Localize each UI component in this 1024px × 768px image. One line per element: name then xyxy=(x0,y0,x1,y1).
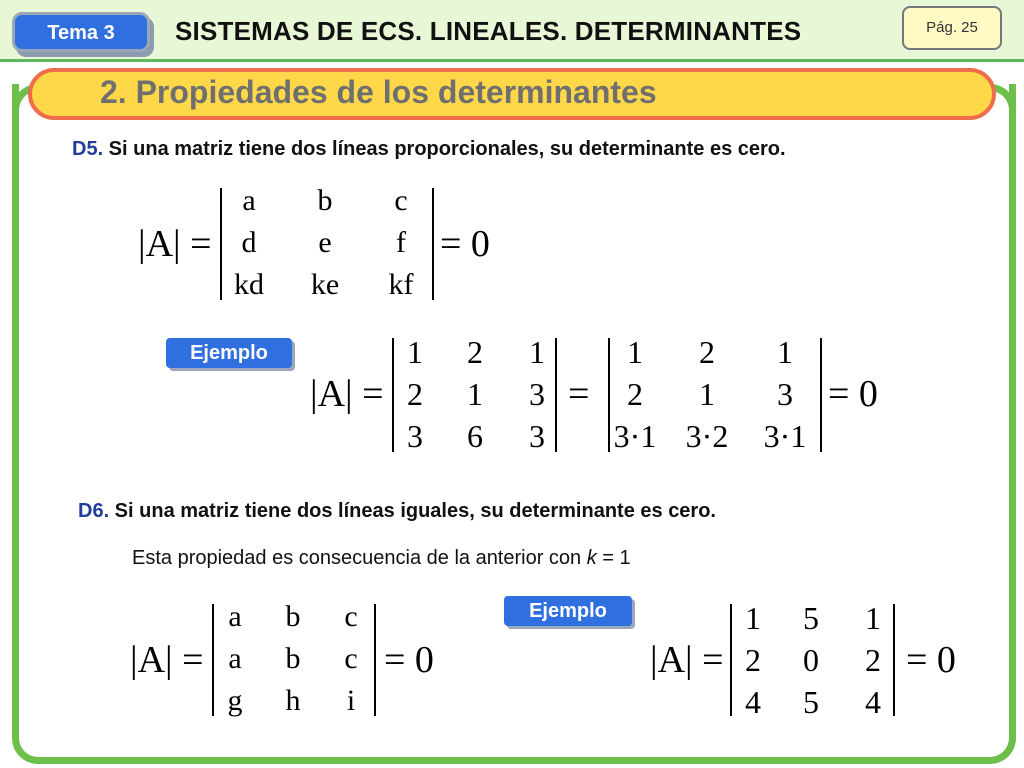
property-note xyxy=(132,547,631,570)
det-rhs: = 0 xyxy=(828,373,878,415)
matrix-cell: f xyxy=(396,226,406,259)
matrix-cell: 2 xyxy=(865,642,881,678)
matrix-cell: a xyxy=(242,184,256,217)
matrix-cell: a xyxy=(228,600,242,633)
matrix-cell: 1 xyxy=(529,334,545,370)
det-rhs: = 0 xyxy=(906,639,956,681)
matrix-cell: g xyxy=(227,684,243,717)
matrix-cell: 2 xyxy=(699,334,715,370)
ejemplo-button[interactable]: Ejemplo xyxy=(166,338,292,368)
property-code: D6. xyxy=(78,500,110,522)
matrix-cell: ke xyxy=(310,268,340,301)
matrix-cell: b xyxy=(285,642,301,675)
note-text: Esta propiedad es consecuencia de la anterior con xyxy=(132,547,587,569)
matrix-cell: 1 xyxy=(777,334,793,370)
matrix-cell: 2 xyxy=(745,642,761,678)
matrix-cell: 3·1 xyxy=(763,418,807,454)
matrix-cell: kf xyxy=(388,268,414,301)
section-title: 2. Propiedades de los determinantes xyxy=(100,74,657,110)
equals-sign: = xyxy=(568,373,590,415)
det-rhs: = 0 xyxy=(440,223,490,265)
matrix-cell: c xyxy=(344,600,358,633)
matrix-cell: 1 xyxy=(745,600,761,636)
property-d5 xyxy=(72,138,786,161)
matrix-cell: c xyxy=(344,642,358,675)
det-lhs: |A| = xyxy=(310,373,384,415)
matrix-cell: e xyxy=(318,226,332,259)
matrix-cell: b xyxy=(285,600,301,633)
matrix-cell: 2 xyxy=(467,334,483,370)
matrix-cell: 1 xyxy=(627,334,643,370)
matrix-cell: i xyxy=(346,684,356,717)
det-lhs: |A| = xyxy=(130,639,204,681)
matrix-cell: 3·1 xyxy=(613,418,657,454)
matrix-cell: 3·2 xyxy=(685,418,729,454)
matrix-cell: 3 xyxy=(529,376,545,412)
det-lhs: |A| = xyxy=(138,223,212,265)
matrix-cell: 0 xyxy=(803,642,819,678)
matrix-cell: 3 xyxy=(777,376,793,412)
matrix-cell: 4 xyxy=(745,684,761,720)
property-text: Si una matriz tiene dos líneas iguales, su determinante es cero. xyxy=(109,500,716,522)
matrix-cell: 5 xyxy=(803,600,819,636)
matrix-cell: 3 xyxy=(407,418,423,454)
note-variable: k xyxy=(586,547,597,569)
matrix-cell: a xyxy=(228,642,242,675)
note-text: = 1 xyxy=(596,547,631,569)
matrix-cell: 1 xyxy=(407,334,423,370)
matrix-cell: kd xyxy=(234,268,264,301)
tema-badge[interactable]: Tema 3 xyxy=(12,12,150,52)
property-d6 xyxy=(78,500,716,523)
matrix-cell: 2 xyxy=(407,376,423,412)
matrix-cell: 4 xyxy=(865,684,881,720)
header-title: SISTEMAS DE ECS. LINEALES. DETERMINANTES xyxy=(175,16,802,46)
det-bar-right xyxy=(820,338,822,452)
matrix-cell: d xyxy=(241,226,257,259)
matrix-cell: c xyxy=(394,184,408,217)
property-text: Si una matriz tiene dos líneas proporcionales, su determinante es cero. xyxy=(103,138,786,160)
page-number: Pág. 25 xyxy=(902,6,1002,50)
det-lhs: |A| = xyxy=(650,639,724,681)
matrix-cell: 6 xyxy=(467,418,483,454)
matrix-cell: 3 xyxy=(529,418,545,454)
ejemplo-button[interactable]: Ejemplo xyxy=(504,596,632,626)
matrix-cell: 5 xyxy=(803,684,819,720)
property-code: D5. xyxy=(72,138,104,160)
matrix-cell: 1 xyxy=(699,376,715,412)
matrix-cell: 1 xyxy=(467,376,483,412)
matrix-cell: b xyxy=(317,184,333,217)
matrix-cell: 2 xyxy=(627,376,643,412)
matrix-cell: 1 xyxy=(865,600,881,636)
det-rhs: = 0 xyxy=(384,639,434,681)
matrix-cell: h xyxy=(285,684,301,717)
